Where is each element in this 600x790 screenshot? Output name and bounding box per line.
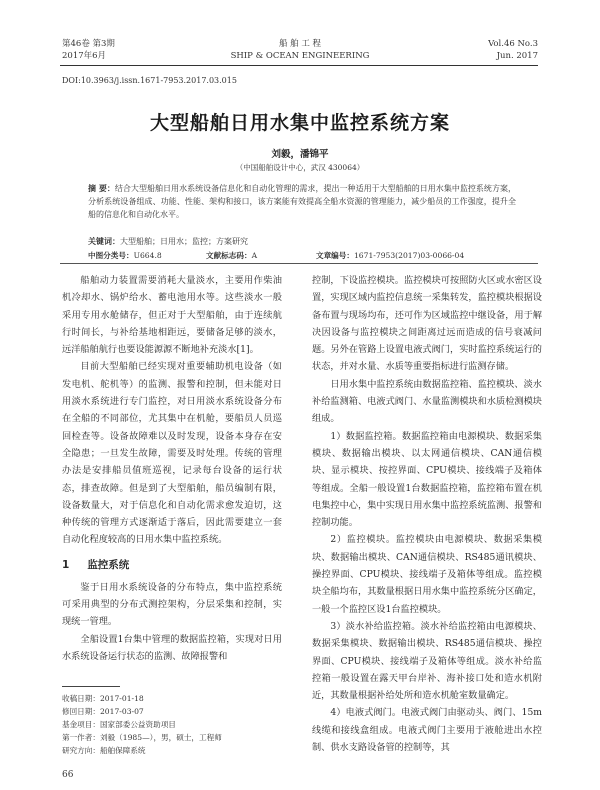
list-item: 1）数据监控箱。数据监控箱由电源模块、数据采集模块、数据输出模块、以太网通信模块、CAN通信模块、显示模块、按控界面、CPU模块、接线端子及箱体等组成。全船一般设置1台数据监控箱，监控箱布置在机电集控中心，集中实现日用水集中监控系统监测、报警和控制功能。 <box>312 430 542 529</box>
keywords-text: 大型船舶；日用水；监控；方案研究 <box>120 237 248 246</box>
journal-name-cn: 船 舶 工 程 <box>278 39 322 49</box>
list-item: 3）淡水补给监控箱。淡水补给监控箱由电源模块、数据采集模块、数据输出模块、RS485通信模块、操控界面、CPU模块、接线端子及箱体等组成。淡水补给监控箱一般设置在露天甲台岸补、海补接口处和造水机附近，其数量根据补给处所和造水机舱室数量确定。 <box>312 620 542 702</box>
article-no-value: 1671-7953(2017)03-0066-04 <box>353 251 465 260</box>
list-item: 4）电液式阀门。电液式阀门由驱动头、阀门、15m线缆和接线盒组成。电液式阀门主要用于液舱进出水控制、供水支路设备管的控制等，其 <box>312 707 542 754</box>
body-paragraph: 全船设置1台集中管理的数据监控箱，实现对日用水系统设备运行状态的监测、故障报警和 <box>62 633 282 662</box>
received-date: 收稿日期：2017-01-18 <box>62 694 144 703</box>
body-paragraph: 日用水集中监控系统由数据监控箱、监控模块、淡水补给监测箱、电液式阀门、水量监测模块和水质检测模块组成。 <box>312 378 542 425</box>
section-number: 1 <box>62 558 70 571</box>
doc-code-label: 文献标志码： <box>206 251 252 260</box>
clc-label: 中图分类号： <box>88 251 134 260</box>
body-paragraph: 鉴于日用水系统设备的分布特点，集中监控系统可采用典型的分布式测控架构，分层采集和控制，实现统一管理。 <box>62 581 282 628</box>
keywords <box>88 236 518 247</box>
journal-name-en: SHIP & OCEAN ENGINEERING <box>230 51 370 61</box>
issue-date-cn: 2017年6月 <box>62 51 107 61</box>
section-title: 监控系统 <box>87 558 130 571</box>
body-paragraph: 控制，下设监控模块。监控模块可按照防火区或水密区设置，实现区域内监控信息统一采集转发，监控模块根据设备布置与现场均布，还可作为区域监控中继设备，用于解决因设备与监控模块之间距离过远而造成的信号衰减问题。另外在管路上设置电液式阀门，实时监控系统运行的状态，并对水量、水质等重要指标进行监测存储。 <box>312 275 542 373</box>
document-code <box>206 250 257 261</box>
header-rule <box>60 65 538 66</box>
doi: DOI:10.3963/j.issn.1671-7953.2017.03.015 <box>62 76 237 85</box>
article-number <box>316 250 464 261</box>
doc-code-value: A <box>251 251 258 260</box>
footnote <box>62 692 302 757</box>
body-column-right <box>312 272 542 756</box>
meta-rule <box>60 263 538 264</box>
issue-date-en: Jun. 2017 <box>496 51 538 61</box>
volume-issue-cn: 第46卷 第3期 <box>62 39 115 49</box>
volume-issue-en: Vol.46 No.3 <box>488 39 538 49</box>
keywords-label: 关键词： <box>88 237 120 246</box>
clc-value: U664.8 <box>133 251 162 260</box>
research-field: 研究方向：船舶保障系统 <box>62 746 146 755</box>
fund-project: 基金项目：国家部委公益资助项目 <box>62 720 176 729</box>
list-item: 2）监控模块。监控模块由电源模块、数据采集模块、数据输出模块、CAN通信模块、RS485通讯模块、操控界面、CPU模块、接线端子及箱体等组成。监控模块全船均布，其数量根据日用水集中监控系统分区确定，一般一个监控区设1台监控模块。 <box>312 534 542 615</box>
revised-date: 修回日期：2017-03-07 <box>62 707 144 716</box>
page-number: 66 <box>62 770 74 780</box>
section-heading <box>62 555 282 575</box>
author-bio: 第一作者：刘毅（1985—），男，硕士，工程师 <box>62 733 222 742</box>
body-column-left <box>62 272 282 665</box>
affiliation: （中国船舶设计中心，武汉 430064） <box>235 163 365 172</box>
abstract <box>88 182 516 221</box>
authors: 刘毅，潘锦平 <box>271 149 329 160</box>
clc-number <box>88 250 162 261</box>
journal-volume-issue-en <box>488 38 538 62</box>
body-paragraph: 船舶动力装置需要消耗大量淡水，主要用作柴油机冷却水、锅炉给水、蓄电池用水等。这些淡水一般采用专用水舱储存，但正对于大型船舶，由于连续航行时间长，与补给基地相距远，要储备足够的淡水，远洋船舶航行也要设能源源不断地补充淡水[1]。 <box>62 275 282 356</box>
abstract-label: 摘 要： <box>88 184 115 193</box>
article-no-label: 文章编号： <box>316 251 354 260</box>
body-paragraph: 目前大型船舶已经实现对重要辅助机电设备（如发电机、舵机等）的监测、报警和控制，但未能对日用淡水系统进行专门监控，对日用淡水系统设备分布在全船的不同部位，尤其集中在机舱，要船员人员巡回检查等。设备故障难以及时发现，设备本身存在安全隐患；一旦发生故障，需要及时处理。传统的管理办法是安排船员值班巡视，记录每台设备的运行状态，排查故障。但是到了大型船舶，船员编制有限，设备数量大，对于信息化和自动化需求愈发迫切，这种传统的管理方式逐渐适于落后，因此需要建立一套自动化程度较高的日用水集中监控系统。 <box>62 361 282 546</box>
abstract-text: 结合大型船舶日用水系统设备信息化和自动化管理的需求，提出一种适用于大型船舶的日用水集中监控系统方案，分析系统设备组成、功能、性能、架构和接口，该方案能有效提高全船水资源的管理能力，减少船员的工作强度，提升全船的信息化和自动化水平。 <box>88 184 516 219</box>
footnote-rule <box>62 686 120 687</box>
paper-title: 大型船舶日用水集中监控系统方案 <box>149 112 450 134</box>
